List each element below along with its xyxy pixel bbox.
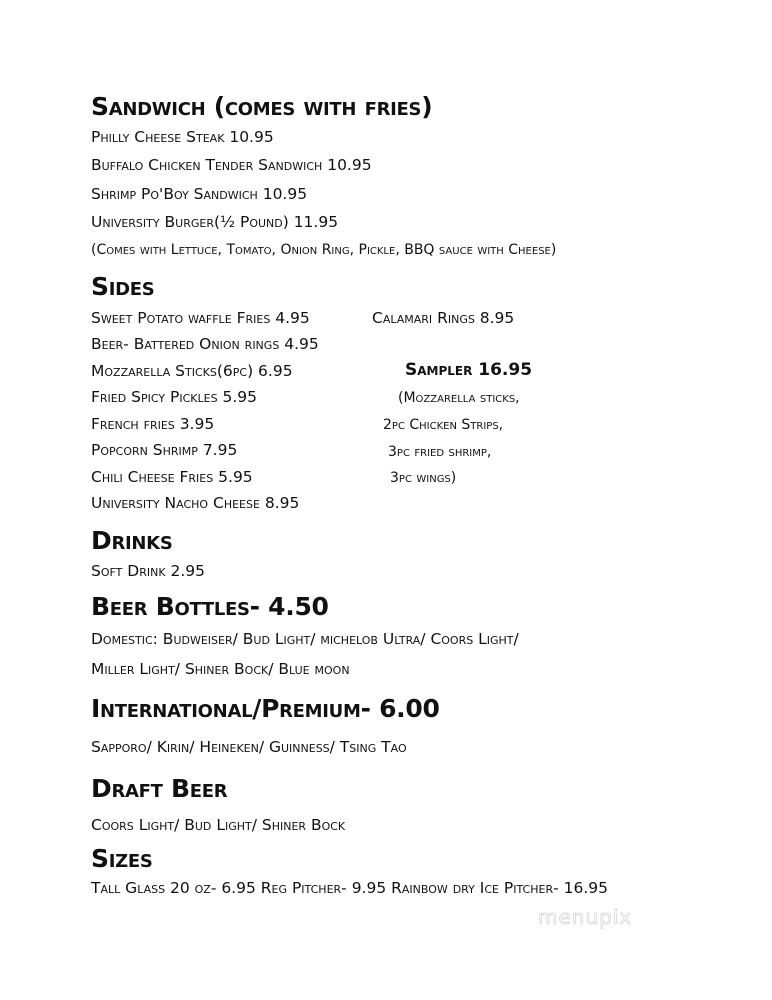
drinks-heading: Drinks bbox=[91, 526, 173, 555]
menu-item-mozzarella-sticks: Mozzarella Sticks(6pc) 6.95 bbox=[91, 362, 293, 380]
menu-item-popcorn-shrimp: Popcorn Shrimp 7.95 bbox=[91, 441, 238, 459]
menu-item-philly-cheese-steak: Philly Cheese Steak 10.95 bbox=[91, 128, 274, 146]
menu-item-french-fries: French fries 3.95 bbox=[91, 415, 215, 433]
menupix-watermark: menupix bbox=[538, 905, 633, 929]
burger-note: (Comes with Lettuce, Tomato, Onion Ring, Pickle, BBQ sauce with Cheese) bbox=[91, 242, 557, 258]
international-beers-line: Sapporo/ Kirin/ Heineken/ Guinness/ Tsing Tao bbox=[91, 738, 407, 756]
menu-item-shrimp-poboy: Shrimp Po'Boy Sandwich 10.95 bbox=[91, 185, 308, 203]
sizes-heading: Sizes bbox=[91, 844, 153, 873]
sandwich-heading: Sandwich (comes with fries) bbox=[91, 92, 433, 121]
sampler-title: Sampler 16.95 bbox=[405, 360, 533, 380]
sizes-line: Tall Glass 20 oz- 6.95 Reg Pitcher- 9.95 Rainbow dry Ice Pitcher- 16.95 bbox=[91, 879, 609, 897]
sampler-line: 3pc fried shrimp, bbox=[388, 444, 492, 460]
sampler-line: 2pc Chicken Strips, bbox=[383, 417, 504, 433]
menu-item-fried-spicy-pickles: Fried Spicy Pickles 5.95 bbox=[91, 388, 257, 406]
domestic-beers-line: Domestic: Budweiser/ Bud Light/ michelob Ultra/ Coors Light/ bbox=[91, 630, 519, 648]
sampler-line: (Mozzarella sticks, bbox=[398, 390, 520, 406]
menu-item-buffalo-chicken-sandwich: Buffalo Chicken Tender Sandwich 10.95 bbox=[91, 156, 372, 174]
beer-bottles-heading: Beer Bottles- 4.50 bbox=[91, 592, 329, 621]
sides-heading: Sides bbox=[91, 272, 155, 301]
sampler-line: 3pc wings) bbox=[390, 470, 457, 486]
menu-item-soft-drink: Soft Drink 2.95 bbox=[91, 562, 205, 580]
menu-item-sweet-potato-fries: Sweet Potato waffle Fries 4.95 bbox=[91, 309, 310, 327]
international-heading: International/Premium- 6.00 bbox=[91, 694, 440, 723]
draft-beer-heading: Draft Beer bbox=[91, 774, 228, 803]
domestic-beers-line: Miller Light/ Shiner Bock/ Blue moon bbox=[91, 660, 350, 678]
menu-item-nacho-cheese: University Nacho Cheese 8.95 bbox=[91, 494, 300, 512]
menu-item-chili-cheese-fries: Chili Cheese Fries 5.95 bbox=[91, 468, 253, 486]
menu-item-university-burger: University Burger(½ Pound) 11.95 bbox=[91, 213, 339, 231]
menu-item-onion-rings: Beer- Battered Onion rings 4.95 bbox=[91, 335, 319, 353]
draft-beers-line: Coors Light/ Bud Light/ Shiner Bock bbox=[91, 816, 346, 834]
menu-item-calamari-rings: Calamari Rings 8.95 bbox=[372, 309, 515, 327]
